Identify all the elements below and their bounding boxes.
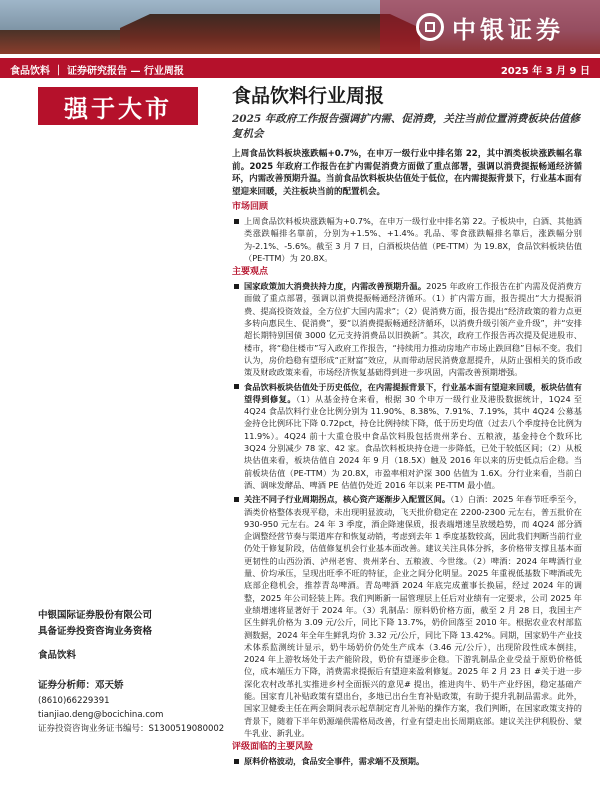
bullet-text: 2025 年政府工作报告在扩内需及促消费方面做了重点部署，强调以消费提振畅通经济循环。（1）扩内需方面，报告提出“大力提振消费、提高投资效益，全方位扩大国内需求”；（2）促消费方面，报告提出“经济政策的着力点更多转向惠民生、促消费”，要“以消费提振畅通经济循环，以消费升级引领产业升级”，并“安排超长期特别国债 3000 亿元支持消费品以旧换新”。其次，政府工作报告再次提及促进股市、楼市，将“稳住楼市”写入政府工作报告，“持续用力推动房地产市场止跌回稳”目标不变。我们认为，房价趋稳有望形成“正财富”效应，从而带动居民消费意愿提升，从防止强相关的货币政策及财政政策来看，市场经济恢复基础得到进一步巩固，内需改善预期增强。 xyxy=(244,281,582,378)
bank-logo-icon xyxy=(416,13,444,41)
bullet-text: （1）从基金持仓来看，根据 30 个申万一级行业及港股数据统计，1Q24 至 4Q24 食品饮料行业仓比例分别为 11.90%、8.38%、7.91%、7.19%，其中 4Q24 公募基金持仓比例环比下降 0.72pct，持仓比例持续下降，低于历史均值（过去八个季度持仓比例为 11.9%）。4Q24 前十大重仓股中食品饮料股包括贵州茅台、五粮液，基金持仓个数环比 3Q24 分别减少 78 家、42 家。食品饮料板块持仓进一步降低，已处于较低区间；（2）从板块估值来看，板块估值自 2024 年 9 月（18.5X）触及 2016 年以来的历史低点后企稳。当前板块估值（PE-TTM）为 20.8X，市盈率相对沪深 300 估值为 1.6X。分行业来看，当前白酒、调味发酵品、啤酒 PE 估值仍处近 2016 年以来 PE-TTM 最小值。 xyxy=(244,393,582,490)
section-main-views: 主要观点 xyxy=(232,267,269,278)
analyst-phone: (8610)66229391 xyxy=(38,696,110,706)
brand-logo xyxy=(380,0,600,54)
section-market-review: 市场回顾 xyxy=(232,202,269,212)
page-title: 食品饮料行业周报 xyxy=(232,85,385,107)
bullet-text: 原料价格波动，食品安全事件，需求端不及预期。 xyxy=(244,756,425,767)
bullet-text: （1）白酒：2025 年春节旺季至今，酒类价格整体表现平稳，未出现明显波动，飞天批价稳定在 2200-2300 元左右，普五批价在 930-950 元左右。24 年 3 季度，酒企降速保质，报表端增速呈放缓趋势，而 4Q24 部分酒企调整经营节奏与渠道库存和恢复动销，考虑到去年 1 季度基数较高，因此我们判断当前行业仍处于修复阶段，估值修复机会行业基本面改善。建议关注具体分拆，多价格带支撑且基本面更韧性的山西汾酒、泸州老窖、贵州茅台、五粮液、今世缘。（2）啤酒：2024 年啤酒行业量、价均承压，呈现出旺季不旺的特征，企业之间分化明显。2025 年重视低基数下啤酒或先底部企稳机会，推荐青岛啤酒。青岛啤酒 2024 年底完成董事长换届，经过 2024 年的调整，2025 年公司轻装上阵。我们判断新一届管理层上任后对业绩有一定要求，公司 2025 年业绩增速将显著好于 2024 年。（3）乳制品：原料奶价格方面，截至 2 月 28 日，我国主产区生鲜乳价格为 3.09 元/公斤，同比下降 13.7%，奶价回落至 2010 年。根据农业农村部监测数据，2024 年全年生鲜乳均价 3.32 元/公斤，同比下降 13.42%。同期，国家奶牛产业技术体系监测统计显示，奶牛场奶价仍处生产成本（3.46 元/公斤），出现阶段性成本倒挂，2024 年上游牧场处于去产能阶段，奶价有望逐步企稳。下游乳制品企业受益于原奶价格低位，成本端压力下降，消费需求提振后有望迎来盈利修复。2025 年 2 月 23 日 #关于进一步深化农村改革扎实推进乡村全面振兴的意见# 提出，推进肉牛、奶牛产业纾困，稳定基础产能。国家育儿补贴政策有望出台，多地已出台生育补贴政策，有助于提升乳制品需求。此外，国家卫健委主任在两会期间表示起草制定育儿补贴的操作方案，我们判断，在国家政策支持的背景下，随着下半年奶源端供需格局改善，行业有望走出长周期底部。建议关注伊利股份、蒙牛乳业、新乳业。 xyxy=(244,494,582,738)
header-strip xyxy=(0,58,600,78)
org-name: 中银国际证券股份有限公司 xyxy=(38,610,153,621)
sector-label: 食品饮料 xyxy=(38,650,77,661)
analyst-cert: 证券投资咨询业务证书编号：S1300519080002 xyxy=(38,724,225,734)
main-view-bullet xyxy=(232,493,582,739)
market-review-bullet xyxy=(232,215,582,264)
banner-roof-left xyxy=(0,30,140,54)
report-date: 2025 年 3 月 9 日 xyxy=(500,66,590,77)
risk-section xyxy=(232,741,582,767)
org-qualification: 具备证券投资咨询业务资格 xyxy=(38,626,153,637)
main-view-bullet xyxy=(232,280,582,378)
header-banner xyxy=(0,0,600,54)
report-body xyxy=(232,84,582,769)
analyst-email[interactable]: tianjiao.deng@bocichina.com xyxy=(38,710,164,720)
left-info xyxy=(38,608,228,736)
section-risk: 评级面临的主要风险 xyxy=(232,742,314,753)
risk-bullet xyxy=(232,755,582,767)
analyst-name: 证券分析师：邓天娇 xyxy=(38,680,124,691)
rating-badge: 强于大市 xyxy=(38,87,198,125)
bullet-lead: 食品饮料板块估值处于历史低位，在内需提振背景下，行业基本面有望迎来回暖，板块估值有望得到修复。 xyxy=(244,381,582,404)
bullet-text: 上周食品饮料板块涨跌幅为+0.7%，在申万一级行业中排名第 22。子板块中，白酒、其他酒类涨跌幅排名靠前，分别为+1.5%、+1.4%。乳品、零食涨跌幅排名靠后，涨跌幅分别为-2.1%、-5.6%。截至 3 月 7 日，白酒板块估值（PE-TTM）为 19.8X，食品饮料板块估值（PE-TTM）为 20.8X。 xyxy=(244,216,582,263)
page-subtitle: 2025 年政府工作报告强调扩内需、促消费，关注当前位置消费板块估值修复机会 xyxy=(232,113,580,140)
bullet-lead: 关注不同子行业周期拐点，核心资产逐渐步入配置区间。 xyxy=(244,494,451,505)
main-view-bullet xyxy=(232,381,582,492)
bullet-lead: 国家政策加大消费扶持力度，内需改善预期升温。 xyxy=(244,281,427,292)
breadcrumb: 食品饮料 ｜ 证券研究报告 — 行业周报 xyxy=(10,66,184,77)
summary: 上周食品饮料板块涨跌幅+0.7%，在申万一级行业中排名第 22，其中酒类板块涨跌幅名靠前。2025 年政府工作报告在扩内需促消费方面做了重点部署，强调以消费提振畅通经济循环，内需改善预期升温。当前食品饮料板块估值处于低位，在内需提振背景下，行业基本面有望迎来回暖，关注板块当前的配置机会。 xyxy=(232,149,582,197)
banner-roof-main xyxy=(120,14,420,54)
brand-name: 中银证券 xyxy=(452,14,564,44)
